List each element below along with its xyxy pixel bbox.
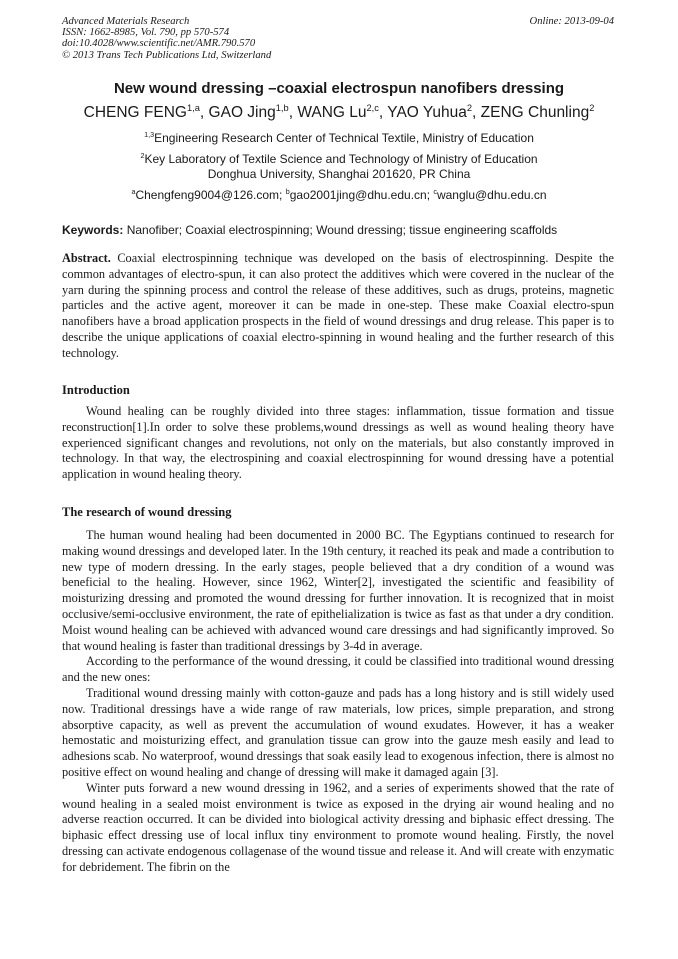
paragraph: Winter puts forward a new wound dressing in 1962, and a series of experiments showed that the rate of wound healing in a sealed moist environment is twice as exposed in the drying air wound healing and no adverse reaction occurred. It can be divided into biological activity dressing and biphasic effect dressing. The biphasic effect dressing use of local influx tiny environment to promote wound healing. Firstly, the novel dressing can activate endogenous collagenase of the wound tissue and release it. And will create with enzymatic for debridement. The fibrin on the [62,780,614,874]
email-sup: b [285,187,290,196]
author-name: GAO Jing [208,104,276,121]
author-emails [40,188,638,202]
author-list: CHENG FENG$^{1,a}$, GAO Jing$^{1,b}$, WANG Lu$^{2,c}$, YAO Yuhua$^2$, ZENG Chunling$^2$ [83,102,595,121]
author-name: CHENG FENG [83,104,187,121]
affiliation-text: Key Laboratory of Textile Science and Technology of Ministry of Education [144,152,538,166]
author-sup: 2 [589,102,595,113]
abstract [62,251,614,362]
affiliation-address: Donghua University, Shanghai 201620, PR China [207,167,471,181]
paragraph: The human wound healing had been documented in 2000 BC. The Egyptians continued to research for making wound dressings and developed later. In the 19th century, it reached its peak and made a contribution to new type of modern dressing. In the early stages, people believed that a dry condition of a wound was beneficial to the healing. However, since 1962, Winter[2], investigated the scientific and feasibility of moisturizing dressing and promoted the wound dressing for further innovation. It is recognized that in moist occlusive/semi-occlusive environment, the rate of epithelialization is twice as fast as that under a dry condition. Moist wound healing can be achieved with advanced wound care dressings and had significantly improved. So that wound healing is faster than traditional dressings by 3-4d in average. [62,528,614,653]
author-name: YAO Yuhua [387,104,467,121]
research-body [62,528,614,876]
email: gao2001jing@dhu.edu.cn; [289,188,431,202]
abstract-label: Abstract. [62,251,111,265]
author-name: WANG Lu [297,104,367,121]
author-sup: 1,a [186,102,200,113]
affiliation-sup: 2 [140,151,145,160]
keywords [62,223,622,237]
paragraph: Traditional wound dressing mainly with cotton-gauze and pads has a long history and is still widely used now. Traditional dressings have a wide range of raw materials, low prices, simple preparation, and strong absorptive capacity, as well as prevent the accumulation of wound exudates. However, it has a weaker hemostatic and moisturizing effect, and granulation tissue can grow into the gauze mesh easily and lead to adhesions scab. No waterproof, wound dressings that soak easily lead to exogenous infection, there is almost no positive effect on wound healing and change of dressing will make it damaged again [3]. [62,685,614,779]
email-sup: c [433,187,437,196]
section-heading-research: The research of wound dressing [62,505,232,519]
affiliation-2 [40,152,638,182]
journal-header [62,16,271,61]
email: Chengfeng9004@126.com; [135,188,283,202]
author-name: ZENG Chunling [480,104,590,121]
author-sup: 1,b [275,102,289,113]
copyright-line: © 2013 Trans Tech Publications Ltd, Switzerland [62,49,272,61]
email: wanglu@dhu.edu.cn [436,188,547,202]
journal-name: Advanced Materials Research [62,16,190,27]
paragraph: According to the performance of the wound dressing, it could be classified into traditional wound dressing and the new ones: [62,654,614,685]
introduction-body [62,404,614,483]
keywords-text: Nanofiber; Coaxial electrospinning; Wound dressing; tissue engineering scaffolds [126,223,558,237]
section-heading-introduction: Introduction [62,383,130,397]
author-sup: 2 [466,102,473,113]
issn-line: ISSN: 1662-8985, Vol. 790, pp 570-574 [62,27,230,39]
affiliation-1 [40,131,638,146]
author-sup: 2,c [366,102,379,113]
keywords-label: Keywords: [62,223,124,237]
online-date: Online: 2013-09-04 [529,16,614,27]
abstract-text: Coaxial electrospinning technique was developed on the basis of electrospinning. Despite the common advantages of electro-spun, it can also protect the additives which were covered in the nuclear of the yarn during the spinning process and control the release of these additives, such as drugs, proteins, magnetic particles and the active agent, moreover it can be made in one-step. These make Coaxial electro-spun nanofibers have a broad application prospects in the field of wound dressings and drug release. This paper is to describe the unique applications of coaxial electro-spinning in wound healing and the further research of this technology. [62,251,614,360]
doi-line: doi:10.4028/www.scientific.net/AMR.790.570 [62,38,256,50]
paper-title: New wound dressing –coaxial electrospun nanofibers dressing [113,80,565,97]
affiliation-sup: 1,3 [144,130,155,139]
email-sup: a [131,187,136,196]
paragraph: Wound healing can be roughly divided into three stages: inflammation, tissue formation and tissue reconstruction[1].In order to solve these problems,wound dressings as well as wound healing theory have experienced significant changes and revolutions, not only on the materials, but also constantly improved in technology. In that way, the electrospining and coaxial electrospinning for wound dressing have a potential application in wound healing theory. [62,404,614,482]
affiliation-text: Engineering Research Center of Technical Textile, Ministry of Education [154,131,534,145]
